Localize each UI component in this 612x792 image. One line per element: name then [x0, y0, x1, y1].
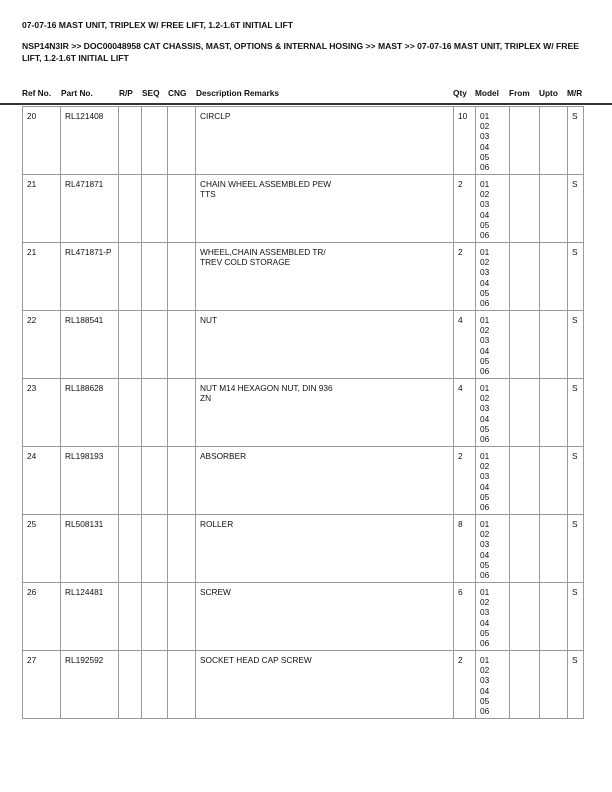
model-code: 05 [480, 151, 490, 162]
header-rp: R/P [119, 88, 133, 98]
table-row [23, 583, 584, 651]
model-code: 06 [480, 706, 490, 717]
rp-cell [119, 243, 142, 311]
header-part: Part No. [61, 88, 93, 98]
upto-cell [540, 379, 568, 447]
model-code: 02 [480, 257, 490, 268]
cng-cell [168, 379, 196, 447]
rp-cell [119, 583, 142, 651]
description-cell: NUT M14 HEXAGON NUT, DIN 936 ZN [196, 379, 454, 447]
mr-cell: S [568, 107, 584, 175]
model-code: 05 [480, 355, 490, 366]
model-code: 02 [480, 325, 490, 336]
ref-cell: 21 [23, 243, 61, 311]
model-code: 06 [480, 502, 490, 513]
model-code: 01 [480, 247, 490, 257]
part-no-cell: RL188628 [61, 379, 119, 447]
cng-cell [168, 311, 196, 379]
cng-cell [168, 515, 196, 583]
model-code: 06 [480, 162, 490, 173]
qty-cell: 6 [454, 583, 476, 651]
breadcrumb: NSP14N3IR >> DOC00048958 CAT CHASSIS, MAST, OPTIONS & INTERNAL HOSING >> MAST >> 07-07-16 MAST UNIT, TRIPLEX W/ FREE LIFT, 1.2-1.6T INITIAL LIFT [22, 41, 579, 63]
model-code: 03 [480, 131, 490, 142]
qty-cell: 10 [454, 107, 476, 175]
mr-cell: S [568, 583, 584, 651]
table-row [23, 311, 584, 379]
model-code: 05 [480, 559, 490, 570]
upto-cell [540, 447, 568, 515]
header-cng: CNG [168, 88, 187, 98]
ref-cell: 22 [23, 311, 61, 379]
model-cell [476, 175, 510, 243]
model-code: 03 [480, 403, 490, 414]
qty-cell: 2 [454, 447, 476, 515]
seq-cell [142, 447, 168, 515]
from-cell [510, 447, 540, 515]
rp-cell [119, 379, 142, 447]
description-cell: CIRCLP [196, 107, 454, 175]
seq-cell [142, 379, 168, 447]
description-cell: WHEEL,CHAIN ASSEMBLED TR/ TREV COLD STORAGE [196, 243, 454, 311]
header-desc: Description Remarks [196, 88, 280, 98]
part-no-cell: RL124481 [61, 583, 119, 651]
model-cell [476, 651, 510, 719]
model-code: 01 [480, 179, 490, 189]
description-cell: ABSORBER [196, 447, 454, 515]
description-cell: ROLLER [196, 515, 454, 583]
model-cell [476, 583, 510, 651]
rp-cell [119, 515, 142, 583]
model-code: 01 [480, 519, 490, 529]
ref-cell: 26 [23, 583, 61, 651]
upto-cell [540, 515, 568, 583]
part-no-cell: RL192592 [61, 651, 119, 719]
model-code: 01 [480, 587, 490, 597]
model-code: 04 [480, 685, 490, 696]
rp-cell [119, 311, 142, 379]
table-row [23, 107, 584, 175]
model-code: 05 [480, 491, 490, 502]
model-code: 05 [480, 219, 490, 230]
mr-cell: S [568, 175, 584, 243]
model-code: 05 [480, 287, 490, 298]
part-no-cell: RL508131 [61, 515, 119, 583]
model-code: 02 [480, 393, 490, 404]
rp-cell [119, 651, 142, 719]
header-model: Model [475, 88, 499, 98]
qty-cell: 2 [454, 651, 476, 719]
from-cell [510, 107, 540, 175]
cng-cell [168, 107, 196, 175]
mr-cell: S [568, 651, 584, 719]
rp-cell [119, 175, 142, 243]
table-row [23, 175, 584, 243]
model-cell [476, 311, 510, 379]
table-row [23, 447, 584, 515]
header-mr: M/R [567, 88, 583, 98]
upto-cell [540, 175, 568, 243]
header-qty: Qty [453, 88, 467, 98]
model-code: 01 [480, 451, 490, 461]
from-cell [510, 175, 540, 243]
ref-cell: 21 [23, 175, 61, 243]
model-code: 03 [480, 267, 490, 278]
model-cell [476, 243, 510, 311]
model-code: 01 [480, 655, 490, 665]
model-code: 05 [480, 695, 490, 706]
qty-cell: 8 [454, 515, 476, 583]
header-rule [0, 103, 612, 105]
description-cell: SOCKET HEAD CAP SCREW [196, 651, 454, 719]
qty-cell: 4 [454, 379, 476, 447]
rp-cell [119, 447, 142, 515]
part-no-cell: RL471871-P [61, 243, 119, 311]
model-code: 06 [480, 230, 490, 241]
model-code: 03 [480, 675, 490, 686]
model-code: 02 [480, 529, 490, 540]
model-code: 01 [480, 315, 490, 325]
seq-cell [142, 243, 168, 311]
from-cell [510, 583, 540, 651]
model-code: 02 [480, 461, 490, 472]
part-no-cell: RL198193 [61, 447, 119, 515]
seq-cell [142, 583, 168, 651]
table-row [23, 651, 584, 719]
part-no-cell: RL471871 [61, 175, 119, 243]
table-row [23, 243, 584, 311]
header-upto: Upto [539, 88, 558, 98]
from-cell [510, 311, 540, 379]
mr-cell: S [568, 243, 584, 311]
upto-cell [540, 651, 568, 719]
header-seq: SEQ [142, 88, 160, 98]
model-code: 04 [480, 617, 490, 628]
mr-cell: S [568, 447, 584, 515]
model-code: 06 [480, 638, 490, 649]
cng-cell [168, 447, 196, 515]
model-code: 02 [480, 597, 490, 608]
table-row [23, 515, 584, 583]
model-code: 04 [480, 549, 490, 560]
model-code: 06 [480, 298, 490, 309]
seq-cell [142, 311, 168, 379]
cng-cell [168, 651, 196, 719]
model-code: 05 [480, 627, 490, 638]
description-cell: NUT [196, 311, 454, 379]
mr-cell: S [568, 515, 584, 583]
model-code: 01 [480, 111, 490, 121]
model-code: 02 [480, 665, 490, 676]
model-code: 04 [480, 345, 490, 356]
seq-cell [142, 651, 168, 719]
ref-cell: 24 [23, 447, 61, 515]
model-code: 06 [480, 434, 490, 445]
parts-table [22, 106, 584, 719]
seq-cell [142, 107, 168, 175]
model-code: 04 [480, 413, 490, 424]
description-cell: CHAIN WHEEL ASSEMBLED PEW TTS [196, 175, 454, 243]
model-code: 03 [480, 199, 490, 210]
from-cell [510, 243, 540, 311]
model-code: 01 [480, 383, 490, 393]
rp-cell [119, 107, 142, 175]
qty-cell: 4 [454, 311, 476, 379]
model-code: 03 [480, 335, 490, 346]
model-code: 06 [480, 570, 490, 581]
model-code: 03 [480, 607, 490, 618]
from-cell [510, 515, 540, 583]
header-from: From [509, 88, 530, 98]
model-code: 04 [480, 209, 490, 220]
mr-cell: S [568, 379, 584, 447]
from-cell [510, 651, 540, 719]
qty-cell: 2 [454, 243, 476, 311]
model-cell [476, 107, 510, 175]
model-code: 04 [480, 277, 490, 288]
upto-cell [540, 311, 568, 379]
cng-cell [168, 243, 196, 311]
cng-cell [168, 583, 196, 651]
model-code: 04 [480, 481, 490, 492]
cng-cell [168, 175, 196, 243]
model-code: 02 [480, 121, 490, 132]
page-title: 07-07-16 MAST UNIT, TRIPLEX W/ FREE LIFT, 1.2-1.6T INITIAL LIFT [22, 20, 294, 30]
model-cell [476, 447, 510, 515]
header-ref: Ref No. [22, 88, 52, 98]
part-no-cell: RL188541 [61, 311, 119, 379]
seq-cell [142, 175, 168, 243]
ref-cell: 20 [23, 107, 61, 175]
ref-cell: 27 [23, 651, 61, 719]
model-code: 03 [480, 539, 490, 550]
model-code: 04 [480, 141, 490, 152]
model-cell [476, 515, 510, 583]
mr-cell: S [568, 311, 584, 379]
upto-cell [540, 583, 568, 651]
model-code: 02 [480, 189, 490, 200]
model-cell [476, 379, 510, 447]
model-code: 06 [480, 366, 490, 377]
from-cell [510, 379, 540, 447]
ref-cell: 25 [23, 515, 61, 583]
seq-cell [142, 515, 168, 583]
qty-cell: 2 [454, 175, 476, 243]
upto-cell [540, 243, 568, 311]
ref-cell: 23 [23, 379, 61, 447]
model-code: 03 [480, 471, 490, 482]
table-row [23, 379, 584, 447]
description-cell: SCREW [196, 583, 454, 651]
part-no-cell: RL121408 [61, 107, 119, 175]
upto-cell [540, 107, 568, 175]
model-code: 05 [480, 423, 490, 434]
